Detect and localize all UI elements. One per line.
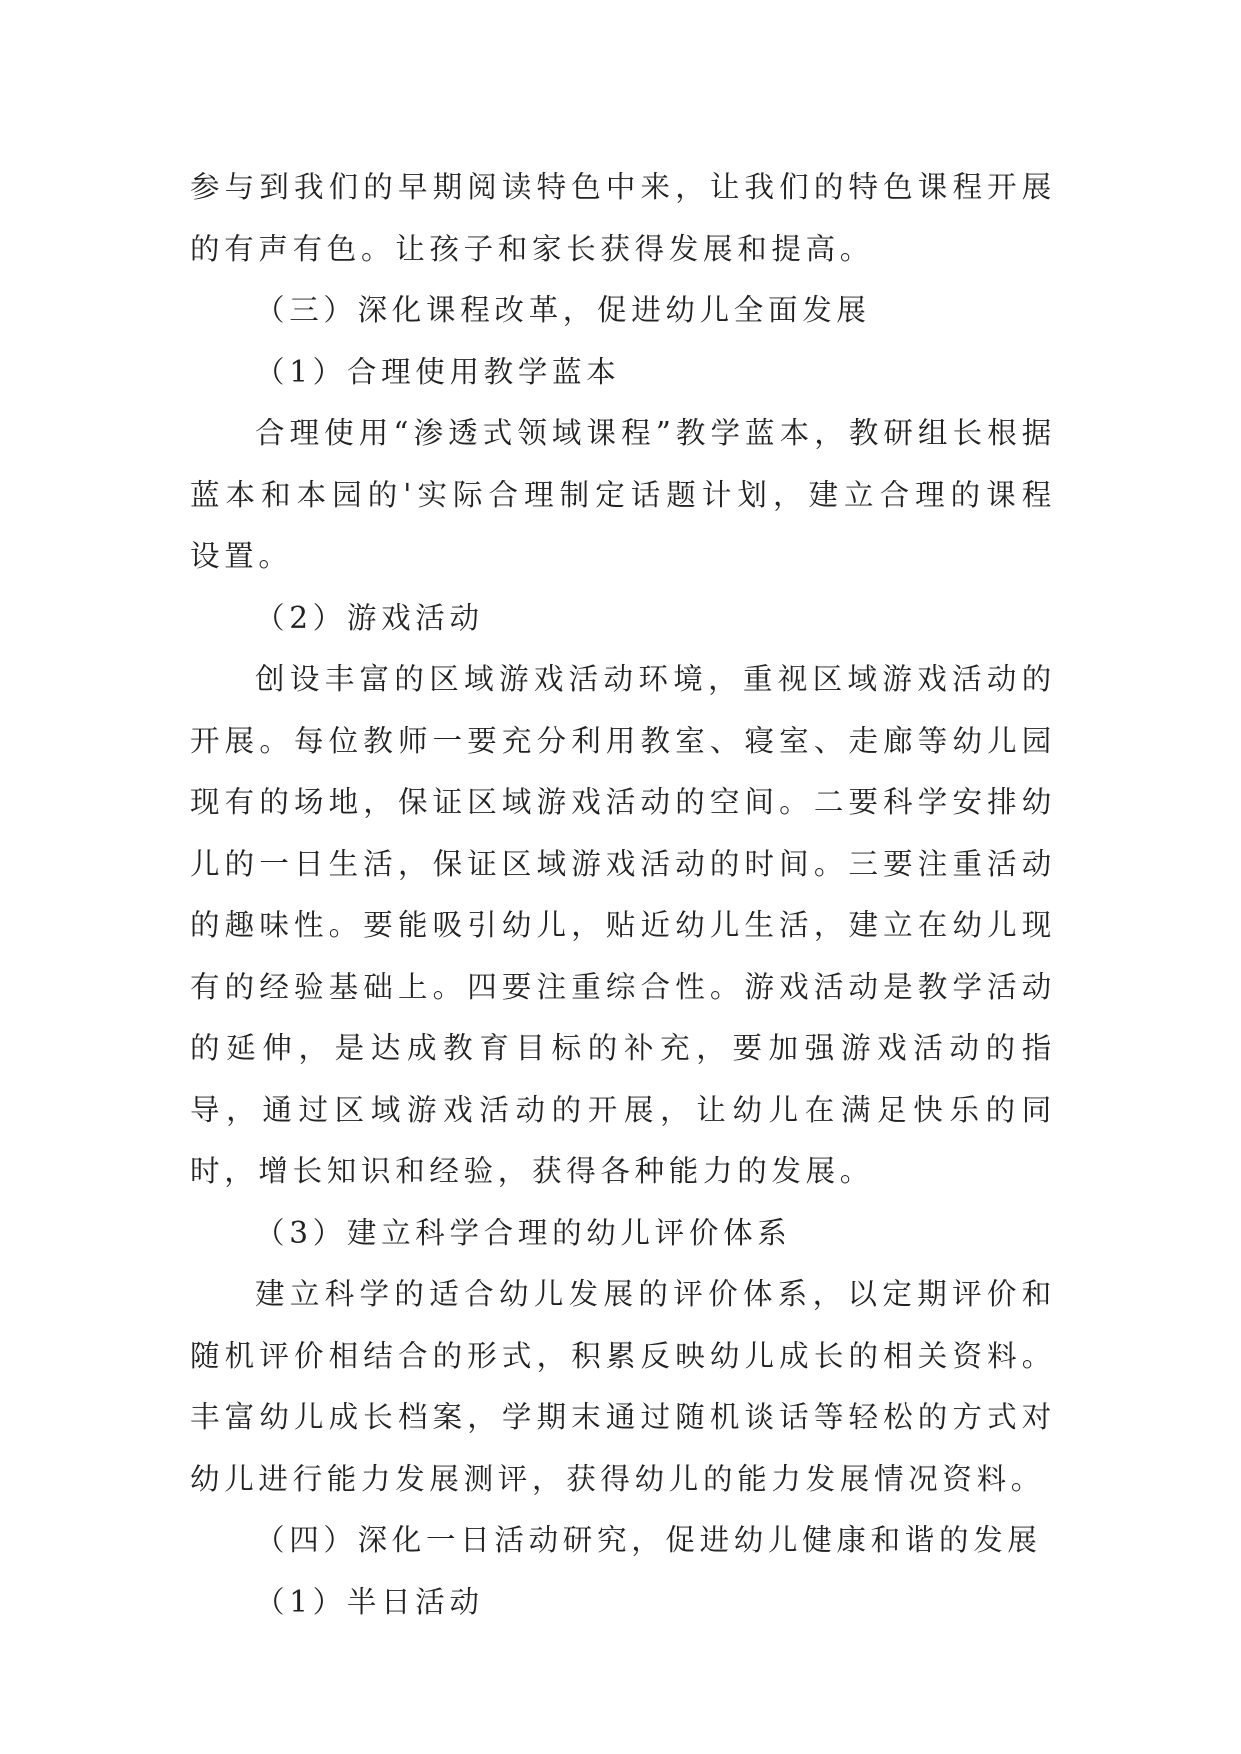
document-page: [190, 157, 1056, 1633]
subheading-teaching-blueprint: （1）合理使用教学蓝本: [255, 354, 621, 389]
subheading-half-day-activity: （1）半日活动: [255, 1584, 484, 1619]
paragraph-game-activities: 创设丰富的区域游戏活动环境，重视区域游戏活动的开展。每位教师一要充分利用教室、寝室、走廊等幼儿园现有的场地，保证区域游戏活动的空间。二要科学安排幼儿的一日生活，保证区域游戏活动的时间。三要注重活动的趣味性。要能吸引幼儿，贴近幼儿生活，建立在幼儿现有的经验基础上。四要注重综合性。游戏活动是教学活动的延伸，是达成教育目标的补充，要加强游戏活动的指导，通过区域游戏活动的开展，让幼儿在满足快乐的同时，增长知识和经验，获得各种能力的发展。: [190, 662, 1056, 1188]
paragraph-evaluation-system: 建立科学的适合幼儿发展的评价体系，以定期评价和随机评价相结合的形式，积累反映幼儿成长的相关资料。丰富幼儿成长档案，学期末通过随机谈话等轻松的方式对幼儿进行能力发展测评，获得幼儿的能力发展情况资料。: [190, 1277, 1056, 1496]
section-heading-4: （四）深化一日活动研究，促进幼儿健康和谐的发展: [255, 1523, 1042, 1557]
paragraph-intro: 参与到我们的早期阅读特色中来，让我们的特色课程开展的有声有色。让孩子和家长获得发展和提高。: [190, 170, 1056, 266]
section-heading-3: （三）深化课程改革，促进幼儿全面发展: [255, 293, 871, 327]
subheading-evaluation-system: （3）建立科学合理的幼儿评价体系: [255, 1215, 792, 1250]
paragraph-teaching-blueprint: 合理使用“渗透式领域课程”教学蓝本，教研组长根据蓝本和本园的'实际合理制定话题计划，建立合理的课程设置。: [190, 416, 1056, 573]
subheading-game-activities: （2）游戏活动: [255, 600, 484, 635]
